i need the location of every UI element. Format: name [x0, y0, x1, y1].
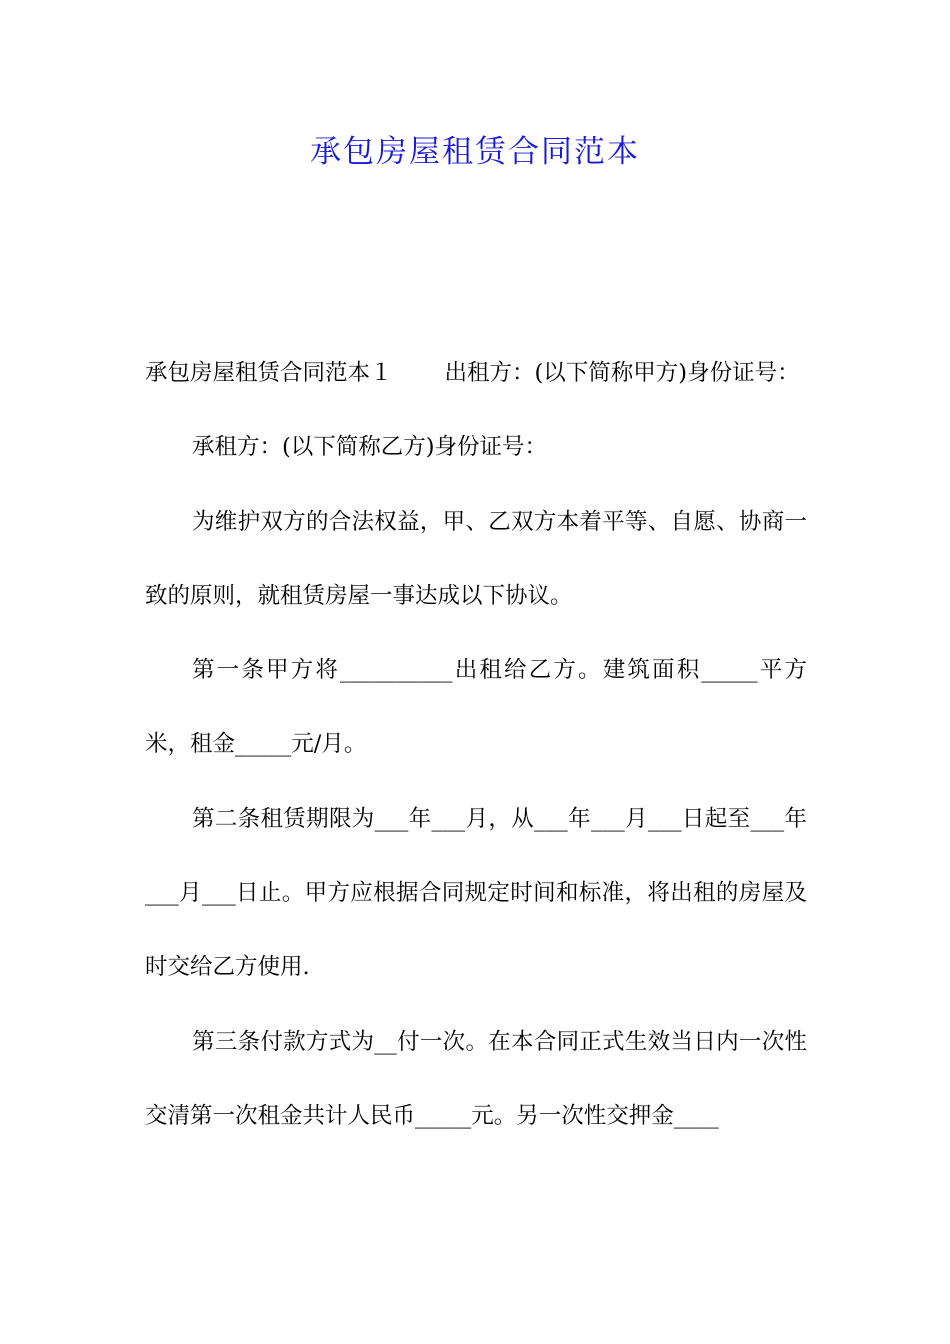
article-2-paragraph: 第二条租赁期限为___年___月，从___年___月___日起至___年___月___日止。甲方应根据合同规定时间和标准，将出租的房屋及时交给乙方使用.	[145, 805, 807, 981]
article-1-paragraph: 第一条甲方将__________出租给乙方。建筑面积_____平方米，租金_____元/月。	[145, 657, 807, 758]
lessor-info: 出租方：(以下简称甲方)身份证号：	[444, 360, 800, 386]
article-3-paragraph: 第三条付款方式为__付一次。在本合同正式生效当日内一次性交清第一次租金共计人民币_____元。另一次性交押金____	[145, 1028, 807, 1129]
heading-paragraph	[145, 336, 807, 410]
lessee-paragraph: 承租方：(以下简称乙方)身份证号：	[192, 434, 548, 461]
purpose-paragraph: 为维护双方的合法权益，甲、乙双方本着平等、自愿、协商一致的原则，就租赁房屋一事达成以下协议。	[145, 508, 807, 609]
document-title: 承包房屋租赁合同范本	[310, 134, 640, 170]
section-title: 承包房屋租赁合同范本１	[145, 360, 393, 386]
document-body	[145, 336, 807, 1153]
